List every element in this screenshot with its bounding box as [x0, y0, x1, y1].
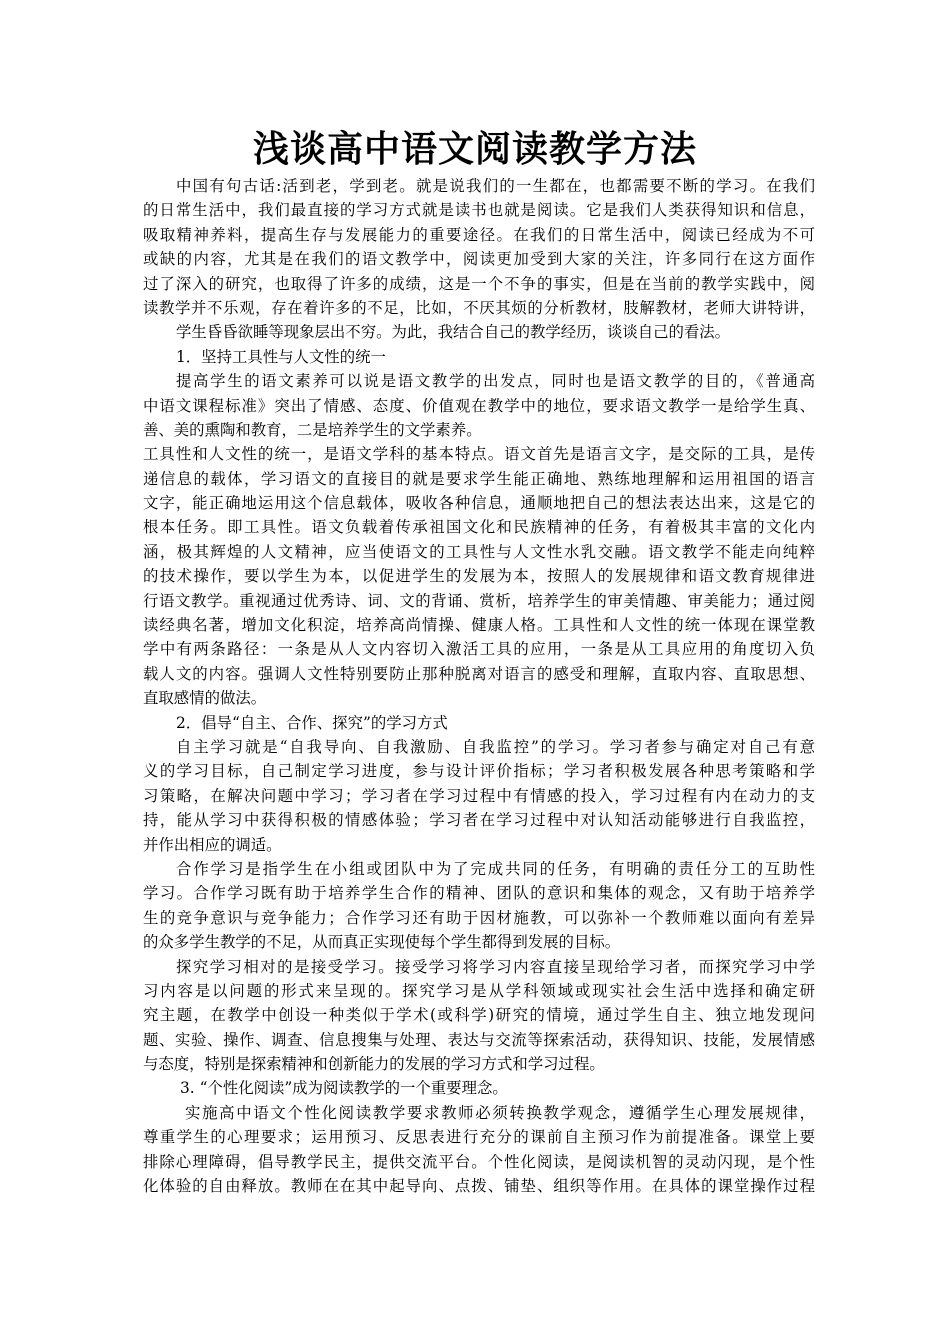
text-line: 递信息的载体，学习语文的直接目的就是要求学生能正确地、熟练地理解和运用祖国的语言	[143, 469, 815, 488]
text-line: 排除心理障碍，倡导教学民主，提供交流平台。个性化阅读，是阅读机智的灵动闪现，是个性	[143, 1152, 815, 1171]
text-line: 并作出相应的调适。	[143, 835, 282, 854]
text-line: 学中有两条路径：一条是从人文内容切入激活工具的应用，一条是从工具应用的角度切入负	[143, 640, 815, 659]
text-line: 持，能从学习中获得积极的情感体验；学习者在学习过程中对认知活动能够进行自我监控，	[143, 811, 815, 830]
text-line: 根本任务。即工具性。语文负载着传承祖国文化和民族精神的任务，有着极其丰富的文化内	[143, 518, 815, 537]
text-line: 究主题，在教学中创设一种类似于学术(或科学)研究的情境，通过学生自主、独立地发现问	[143, 1006, 815, 1025]
text-line: 的日常生活中，我们最直接的学习方式就是读书也就是阅读。它是我们人类获得知识和信息，	[143, 201, 815, 220]
text-line: 提高学生的语文素养可以说是语文教学的出发点，同时也是语文教学的目的，《普通高	[176, 372, 815, 391]
text-line: 习策略，在解决问题中学习；学习者在学习过程中有情感的投入，学习过程有内在动力的支	[143, 786, 815, 805]
document-title: 浅谈高中语文阅读教学方法	[252, 129, 697, 170]
text-line: 学生昏昏欲睡等现象层出不穷。为此，我结合自己的教学经历，谈谈自己的看法。	[176, 323, 731, 342]
text-line: 或缺的内容，尤其是在我们的语文教学中，阅读更加受到大家的关注，许多同行在这方面作	[143, 250, 815, 269]
text-line: 读经典名著，增加文化积淀，培养高尚情操、健康人格。工具性和人文性的统一体现在课堂教	[143, 616, 815, 635]
text-line: 生的竞争意识与竞争能力；合作学习还有助于因材施教，可以弥补一个教师难以面向有差异	[143, 908, 815, 927]
section-heading: 3. “个性化阅读”成为阅读教学的一个重要理念。	[180, 1079, 508, 1098]
text-line: 中国有句古话:活到老，学到老。就是说我们的一生都在，也都需要不断的学习。在我们	[176, 177, 815, 195]
text-line: 直取感情的做法。	[143, 689, 267, 708]
text-line: 化体验的自由释放。教师在在其中起导向、点拨、铺垫、组织等作用。在具体的课堂操作过程	[143, 1177, 815, 1196]
text-line: 文字，能正确地运用这个信息载体，吸收各种信息，通顺地把自己的想法表达出来，这是它的	[143, 494, 815, 513]
text-line: 题、实验、操作、调查、信息搜集与处理、表达与交流等探索活动，获得知识、技能，发展情感	[143, 1030, 815, 1049]
text-line: 学习。合作学习既有助于培养学生合作的精神、团队的意识和集体的观念，又有助于培养学	[143, 884, 815, 903]
text-line: 中语文课程标准》突出了情感、态度、价值观在教学中的地位，要求语文教学一是给学生真、	[143, 396, 815, 415]
text-line: 的技术操作，要以学生为本，以促进学生的发展为本，按照人的发展规律和语文教育规律进	[143, 567, 815, 586]
text-line: 行语文教学。重视通过优秀诗、词、文的背诵、赏析，培养学生的审美情趣、审美能力；通过阅	[143, 591, 815, 610]
text-line: 读教学并不乐观，存在着许多的不足，比如，不厌其烦的分析教材，肢解教材，老师大讲特讲，	[143, 298, 815, 317]
text-line: 吸取精神养料，提高生存与发展能力的重要途径。在我们的日常生活中，阅读已经成为不可	[143, 225, 815, 244]
text-line: 工具性和人文性的统一，是语文学科的基本特点。语文首先是语言文字，是交际的工具，是传	[143, 445, 815, 464]
text-line: 实施高中语文个性化阅读教学要求教师必须转换教学观念，遵循学生心理发展规律，	[185, 1103, 815, 1122]
text-line: 善、美的熏陶和教育，二是培养学生的文学素养。	[143, 420, 482, 439]
text-line: 习内容是以问题的形式来呈现的。探究学习是从学科领域或现实社会生活中选择和确定研	[143, 981, 815, 1000]
text-line: 过了深入的研究，也取得了许多的成绩，这是一个不争的事实，但是在当前的教学实践中，阅	[143, 274, 815, 293]
section-heading: 2．倡导“自主、合作、探究”的学习方式	[176, 713, 448, 732]
text-line: 的众多学生教学的不足，从而真正实现使每个学生都得到发展的目标。	[143, 933, 621, 952]
text-line: 载人文的内容。强调人文性特别要防止那种脱离对语言的感受和理解，直取内容、直取思想、	[143, 664, 815, 683]
text-line: 自主学习就是“自我导向、自我激励、自我监控”的学习。学习者参与确定对自己有意	[176, 737, 815, 756]
text-line: 义的学习目标，自己制定学习进度，参与设计评价指标；学习者积极发展各种思考策略和学	[143, 762, 815, 781]
text-line: 合作学习是指学生在小组或团队中为了完成共同的任务，有明确的责任分工的互助性	[176, 859, 815, 878]
document-body	[143, 174, 815, 1198]
text-line: 与态度，特别是探索精神和创新能力的发展的学习方式和学习过程。	[143, 1055, 605, 1074]
text-line: 探究学习相对的是接受学习。接受学习将学习内容直接呈现给学习者，而探究学习中学	[176, 957, 815, 976]
text-line: 尊重学生的心理要求；运用预习、反思表进行充分的课前自主预习作为前提准备。课堂上要	[143, 1128, 815, 1147]
text-line: 涵，极其辉煌的人文精神，应当使语文的工具性与人文性水乳交融。语文教学不能走向纯粹	[143, 542, 815, 561]
section-heading: 1．坚持工具性与人文性的统一	[176, 347, 386, 366]
